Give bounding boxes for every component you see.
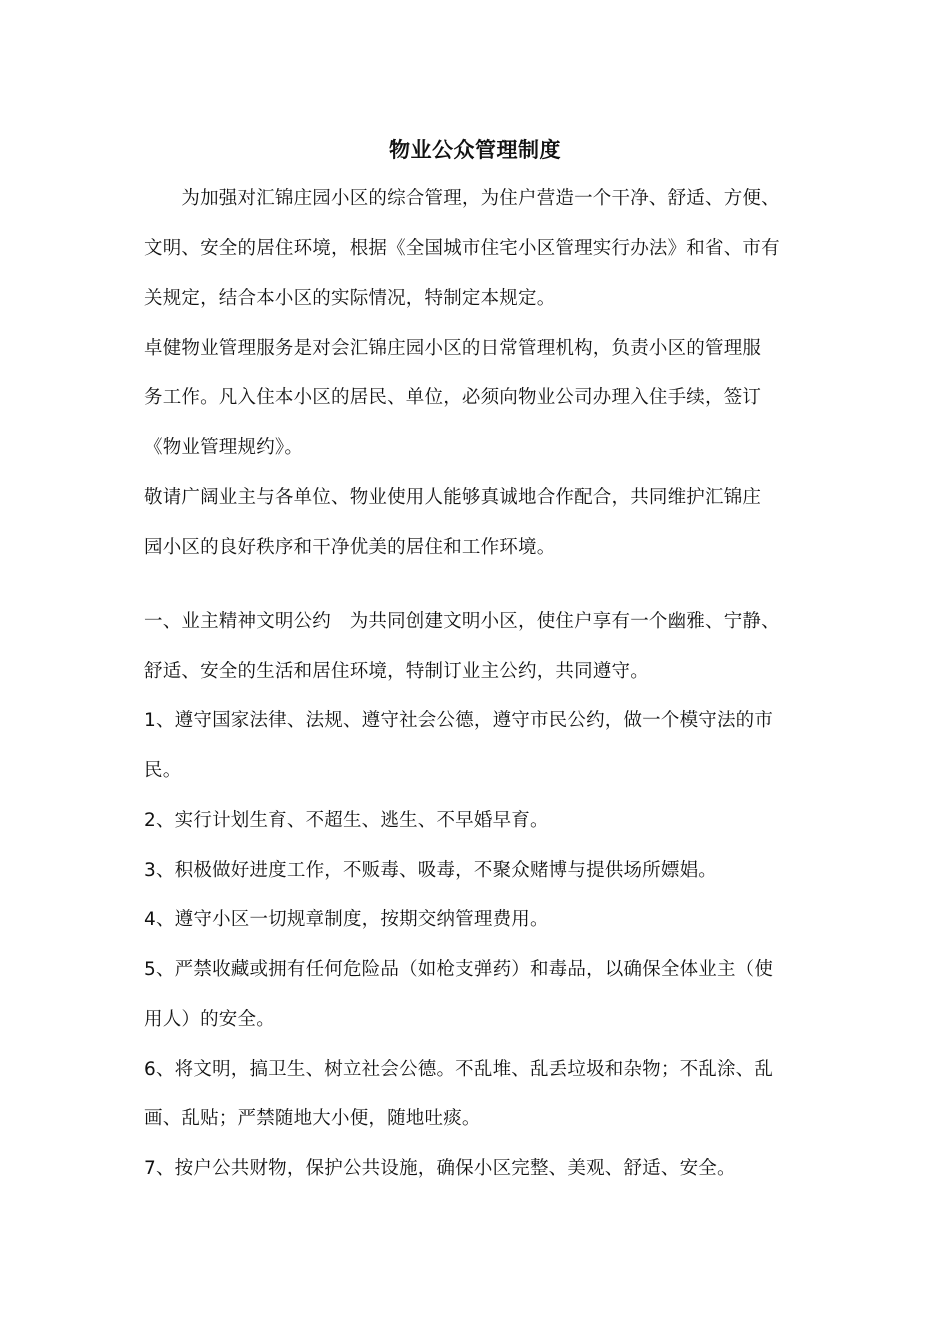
paragraph-line: 舒适、安全的生活和居住环境，特制订业主公约，共同遵守。 [144, 661, 649, 682]
list-item-line: 画、乱贴；严禁随地大小便，随地吐痰。 [144, 1108, 481, 1129]
paragraph-line: 敬请广阔业主与各单位、物业使用人能够真诚地合作配合，共同维护汇锦庄 [144, 487, 762, 508]
section-heading-line: 一、业主精神文明公约 为共同创建文明小区，使住户享有一个幽雅、宁静、 [144, 611, 780, 632]
paragraph-line: 文明、安全的居住环境，根据《全国城市住宅小区管理实行办法》和省、市有 [144, 238, 780, 259]
paragraph-line: 《物业管理规约》。 [144, 437, 304, 458]
list-item-line: 3、积极做好进度工作，不贩毒、吸毒，不聚众赌博与提供场所嫖娼。 [144, 860, 717, 881]
paragraph-line: 园小区的良好秩序和干净优美的居住和工作环境。 [144, 537, 556, 558]
list-item-line: 用人）的安全。 [144, 1009, 275, 1030]
paragraph-line: 关规定，结合本小区的实际情况，特制定本规定。 [144, 288, 556, 309]
list-item-line: 1、遵守国家法律、法规、遵守社会公德，遵守市民公约，做一个模守法的市 [144, 710, 774, 731]
paragraph-line: 卓健物业管理服务是对会汇锦庄园小区的日常管理机构，负责小区的管理服 [144, 338, 762, 359]
list-item-line: 民。 [144, 760, 182, 781]
list-item-line: 2、实行计划生育、不超生、逃生、不早婚早育。 [144, 810, 549, 831]
list-item-line: 5、严禁收藏或拥有任何危险品（如枪支弹药）和毒品，以确保全体业主（使 [144, 959, 774, 980]
paragraph-line: 为加强对汇锦庄园小区的综合管理，为住户营造一个干净、舒适、方便、 [144, 188, 780, 209]
list-item-line: 4、遵守小区一切规章制度，按期交纳管理费用。 [144, 909, 549, 930]
document-title: 物业公众管理制度 [389, 138, 561, 162]
list-item-line: 6、将文明，搞卫生、树立社会公德。不乱堆、乱丢垃圾和杂物；不乱涂、乱 [144, 1059, 774, 1080]
list-item-line: 7、按户公共财物，保护公共设施，确保小区完整、美观、舒适、安全。 [144, 1158, 736, 1179]
paragraph-line: 务工作。凡入住本小区的居民、单位，必须向物业公司办理入住手续，签订 [144, 387, 762, 408]
